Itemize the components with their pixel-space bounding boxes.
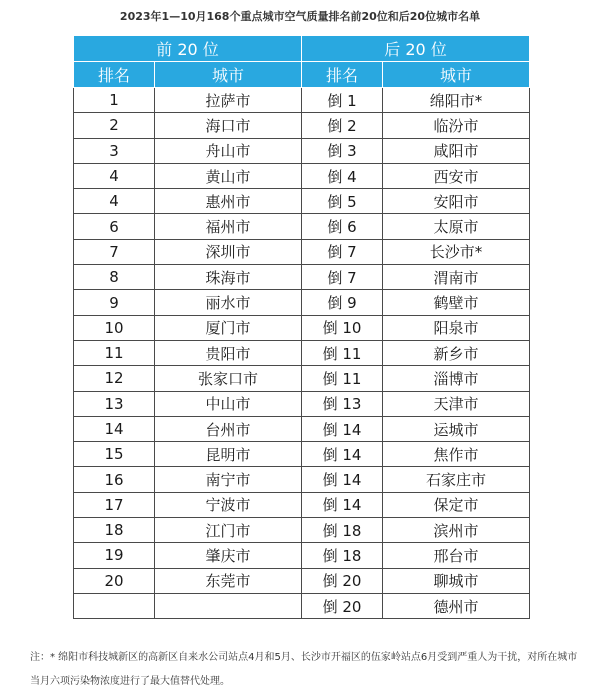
top-city-cell: 肇庆市 [155,543,302,568]
bottom-city-cell: 石家庄市 [383,467,530,492]
top-city-header: 城市 [155,62,302,88]
top-city-cell: 南宁市 [155,467,302,492]
top-rank-cell: 7 [74,239,155,264]
top-rank-cell: 16 [74,467,155,492]
page-title: 2023年1—10月168个重点城市空气质量排名前20位和后20位城市名单 [119,10,481,23]
top-rank-cell: 2 [74,113,155,138]
bottom-rank-cell: 倒 14 [302,492,383,517]
bottom-rank-cell: 倒 20 [302,593,383,618]
top-rank-cell: 14 [74,416,155,441]
top-city-cell: 江门市 [155,518,302,543]
bottom-rank-cell: 倒 18 [302,543,383,568]
bottom-rank-cell: 倒 14 [302,467,383,492]
top-rank-cell: 4 [74,189,155,214]
bottom-rank-cell: 倒 14 [302,416,383,441]
bottom-rank-cell: 倒 1 [302,88,383,113]
bottom-city-cell: 太原市 [383,214,530,239]
bottom-rank-cell: 倒 9 [302,290,383,315]
table-row [74,290,530,315]
top-rank-cell: 9 [74,290,155,315]
top-rank-cell: 17 [74,492,155,517]
top-city-cell: 深圳市 [155,239,302,264]
table-row [74,568,530,593]
bottom-city-cell: 渭南市 [383,265,530,290]
top-rank-cell: 18 [74,518,155,543]
bottom-city-cell: 阳泉市 [383,315,530,340]
top-rank-cell: 20 [74,568,155,593]
top-rank-cell: 15 [74,442,155,467]
bottom-city-cell: 保定市 [383,492,530,517]
top-city-cell: 丽水市 [155,290,302,315]
bottom-city-header: 城市 [383,62,530,88]
top-rank-cell: 1 [74,88,155,113]
bottom-city-cell: 淄博市 [383,366,530,391]
column-header-row [74,62,530,88]
top-city-cell [155,593,302,618]
table-row [74,543,530,568]
bottom-city-cell: 绵阳市* [383,88,530,113]
top-20-header: 前 20 位 [74,36,302,62]
bottom-rank-cell: 倒 4 [302,163,383,188]
table-row [74,315,530,340]
bottom-city-cell: 焦作市 [383,442,530,467]
bottom-city-cell: 临汾市 [383,113,530,138]
top-city-cell: 海口市 [155,113,302,138]
top-rank-cell: 12 [74,366,155,391]
top-city-cell: 舟山市 [155,138,302,163]
top-rank-cell [74,593,155,618]
top-city-cell: 厦门市 [155,315,302,340]
bottom-city-cell: 运城市 [383,416,530,441]
bottom-city-cell: 安阳市 [383,189,530,214]
bottom-city-cell: 德州市 [383,593,530,618]
top-city-cell: 东莞市 [155,568,302,593]
table-row [74,442,530,467]
bottom-city-cell: 鹤壁市 [383,290,530,315]
top-city-cell: 台州市 [155,416,302,441]
top-city-cell: 贵阳市 [155,340,302,365]
top-rank-cell: 13 [74,391,155,416]
bottom-city-cell: 天津市 [383,391,530,416]
top-city-cell: 张家口市 [155,366,302,391]
bottom-rank-cell: 倒 3 [302,138,383,163]
table-row [74,467,530,492]
table-row [74,239,530,264]
table-row [74,518,530,543]
bottom-city-cell: 聊城市 [383,568,530,593]
bottom-rank-cell: 倒 7 [302,239,383,264]
bottom-city-cell: 咸阳市 [383,138,530,163]
bottom-city-cell: 西安市 [383,163,530,188]
bottom-rank-cell: 倒 18 [302,518,383,543]
bottom-rank-cell: 倒 11 [302,340,383,365]
table-row [74,113,530,138]
table-row [74,366,530,391]
table-row [74,492,530,517]
bottom-rank-cell: 倒 6 [302,214,383,239]
top-city-cell: 宁波市 [155,492,302,517]
bottom-rank-cell: 倒 14 [302,442,383,467]
top-city-cell: 福州市 [155,214,302,239]
top-city-cell: 拉萨市 [155,88,302,113]
top-rank-cell: 19 [74,543,155,568]
top-city-cell: 中山市 [155,391,302,416]
table-row [74,416,530,441]
bottom-rank-cell: 倒 2 [302,113,383,138]
top-rank-cell: 8 [74,265,155,290]
top-rank-header: 排名 [74,62,155,88]
table-row [74,265,530,290]
top-rank-cell: 4 [74,163,155,188]
top-rank-cell: 6 [74,214,155,239]
top-city-cell: 珠海市 [155,265,302,290]
footnote: 注：* 绵阳市科技城新区的高新区自来水公司站点4月和5月、长沙市开福区的伍家岭站点6月受到严重人为干扰，对所在城市当月六项污染物浓度进行了最大值替代处理。 [30,652,578,687]
bottom-rank-cell: 倒 10 [302,315,383,340]
bottom-city-cell: 长沙市* [383,239,530,264]
table-row [74,189,530,214]
table-row [74,163,530,188]
bottom-rank-header: 排名 [302,62,383,88]
bottom-city-cell: 新乡市 [383,340,530,365]
bottom-20-header: 后 20 位 [302,36,530,62]
table-row [74,340,530,365]
bottom-city-cell: 滨州市 [383,518,530,543]
table-row [74,593,530,618]
table-row [74,88,530,113]
group-header-row [74,36,530,62]
bottom-rank-cell: 倒 5 [302,189,383,214]
table-row [74,214,530,239]
table-row [74,138,530,163]
bottom-rank-cell: 倒 13 [302,391,383,416]
table-row [74,391,530,416]
bottom-rank-cell: 倒 11 [302,366,383,391]
bottom-rank-cell: 倒 20 [302,568,383,593]
top-rank-cell: 10 [74,315,155,340]
ranking-table [73,35,530,619]
top-city-cell: 昆明市 [155,442,302,467]
bottom-city-cell: 邢台市 [383,543,530,568]
ranking-rows [74,88,530,619]
top-rank-cell: 11 [74,340,155,365]
top-rank-cell: 3 [74,138,155,163]
top-city-cell: 惠州市 [155,189,302,214]
bottom-rank-cell: 倒 7 [302,265,383,290]
top-city-cell: 黄山市 [155,163,302,188]
